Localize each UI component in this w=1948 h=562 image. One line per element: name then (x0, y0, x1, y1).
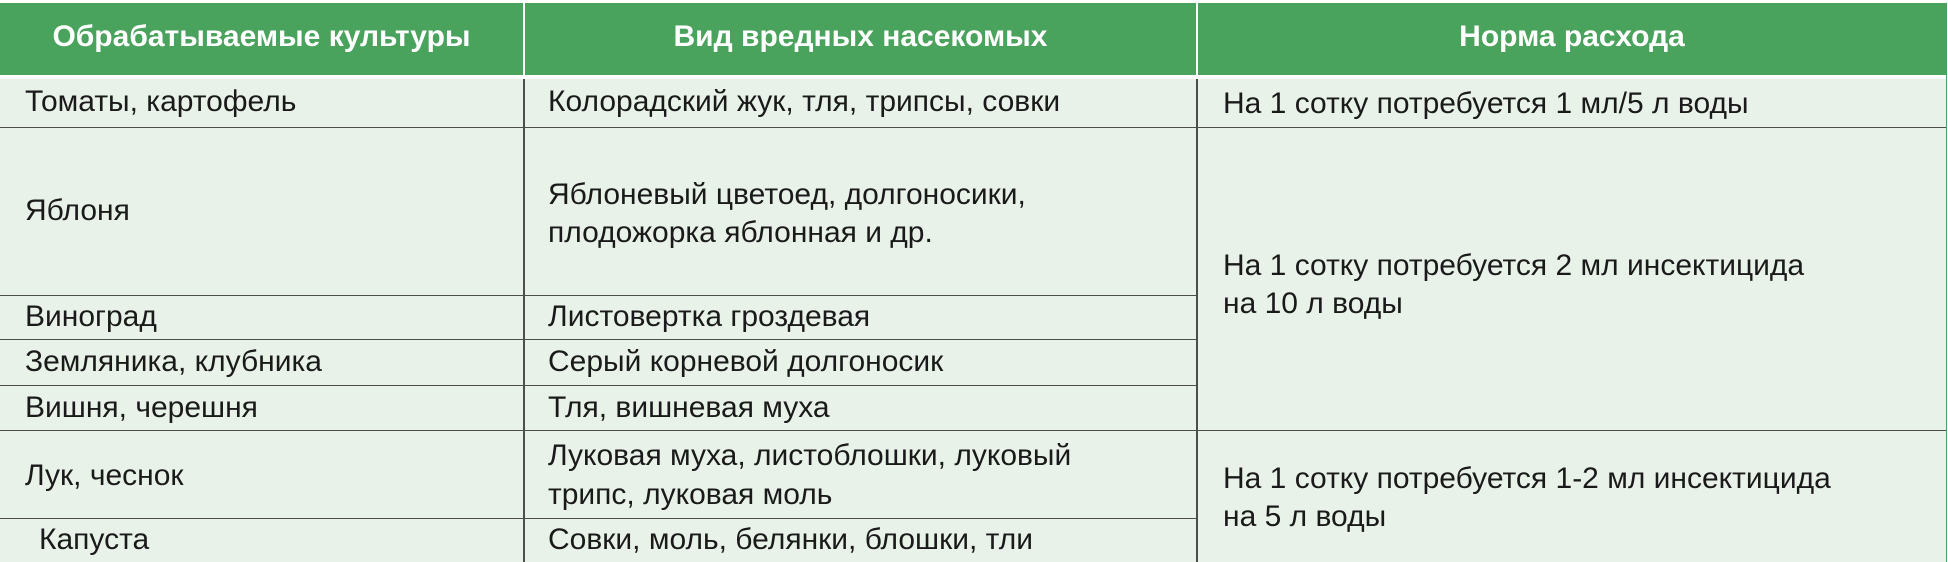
row-divider (0, 518, 1196, 519)
pests-label-line2: плодожорка яблонная и др. (548, 216, 933, 249)
header-pests-label: Вид вредных насекомых (673, 20, 1048, 53)
pests-label-line1: Луковая муха, листоблошки, луковый (548, 439, 1072, 472)
grid-divider-2 (1196, 79, 1198, 562)
header-crops-label: Обрабатываемые культуры (52, 20, 471, 53)
rate-label-line1: На 1 сотку потребуется 2 мл инсектицида (1223, 249, 1805, 282)
rate-label: На 1 сотку потребуется 1 мл/5 л воды (1223, 87, 1749, 120)
pests-label: Совки, моль, белянки, блошки, тли (548, 523, 1034, 556)
pests-label: Колорадский жук, тля, трипсы, совки (548, 85, 1061, 118)
pests-label-line2: трипс, луковая моль (548, 478, 833, 511)
crop-label: Яблоня (25, 194, 130, 227)
crop-label: Капуста (39, 523, 150, 556)
header-crops (0, 3, 523, 79)
crop-label: Лук, чеснок (25, 459, 184, 492)
row-divider (0, 127, 1946, 128)
row-divider (0, 430, 1946, 431)
crop-label: Вишня, черешня (25, 391, 258, 424)
pests-label: Тля, вишневая муха (548, 391, 830, 424)
grid-divider-1 (523, 79, 525, 562)
pests-label: Серый корневой долгоносик (548, 345, 944, 378)
table-right-edge (1946, 3, 1947, 562)
row-divider (0, 385, 1196, 386)
header-rate-label: Норма расхода (1459, 20, 1685, 53)
header-pests (525, 3, 1196, 79)
crop-label: Виноград (25, 300, 157, 333)
row-divider (0, 339, 1196, 340)
pests-label: Листовертка гроздевая (548, 300, 871, 333)
header-rate (1198, 3, 1946, 79)
row-divider (0, 295, 1196, 296)
pests-label-line1: Яблоневый цветоед, долгоносики, (548, 178, 1026, 211)
crop-label: Земляника, клубника (25, 345, 322, 378)
rate-label-line1: На 1 сотку потребуется 1-2 мл инсектицида (1223, 462, 1831, 495)
rate-label-line2: на 10 л воды (1223, 287, 1403, 320)
rate-label-line2: на 5 л воды (1223, 500, 1387, 533)
crop-label: Томаты, картофель (25, 85, 297, 118)
